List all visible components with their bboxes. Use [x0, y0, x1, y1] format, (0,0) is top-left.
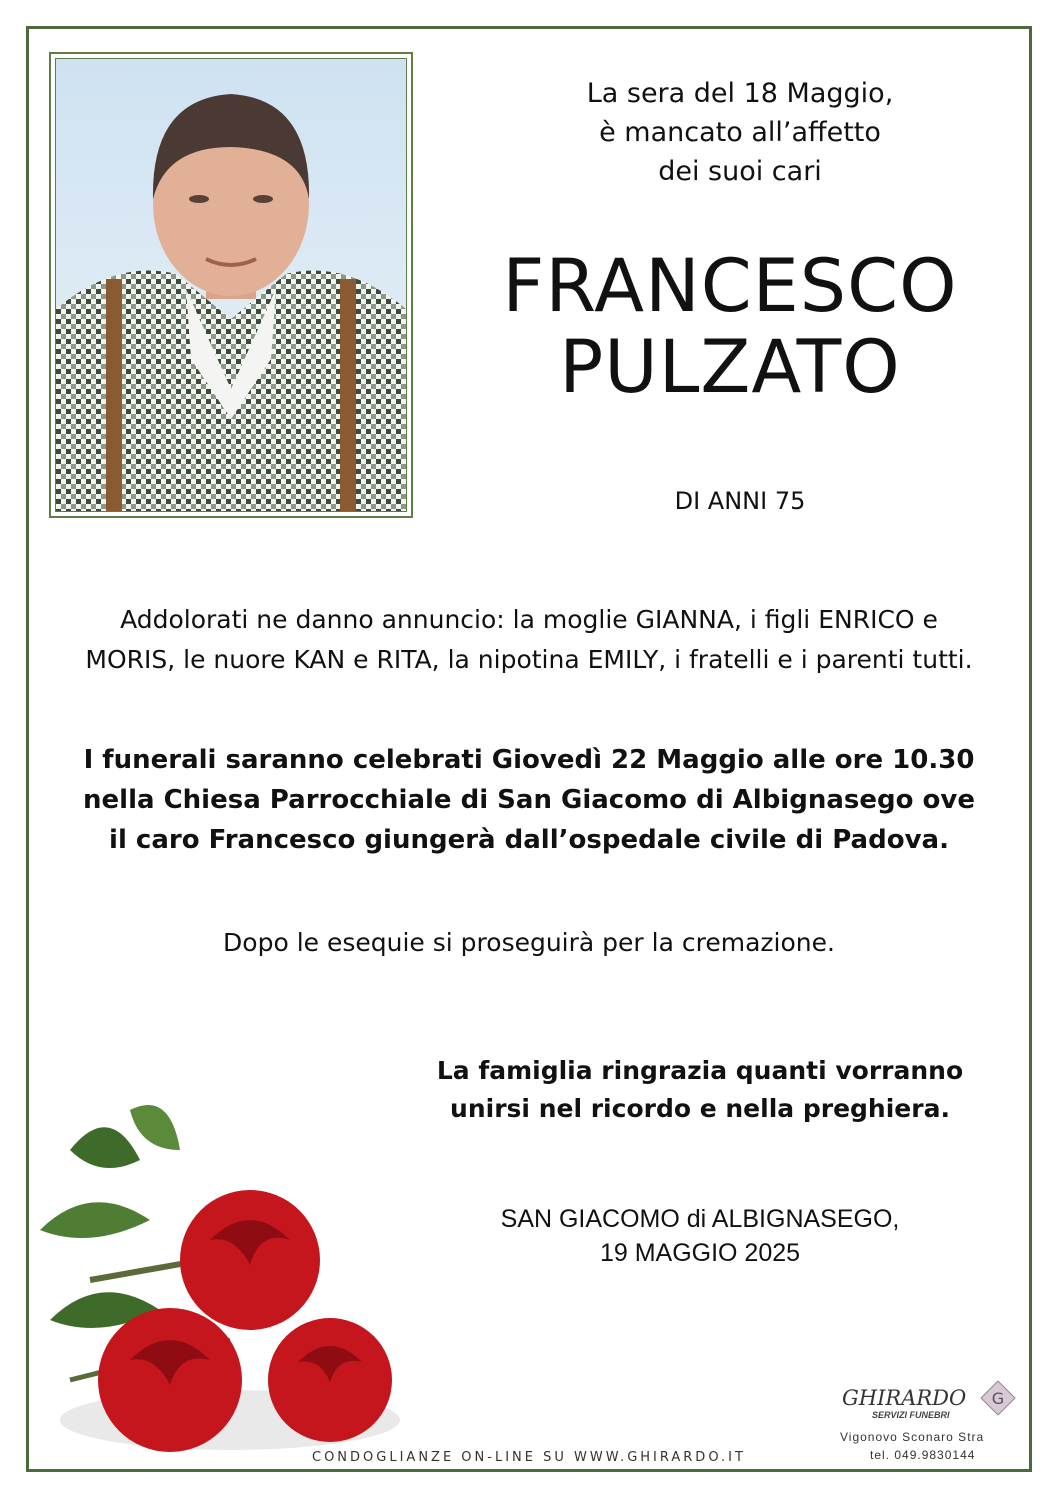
age-text: DI ANNI 75 [674, 487, 806, 515]
funeral-line-3: il caro Francesco giungerà dall’ospedale civile di Padova. [109, 825, 949, 855]
date-text: 19 MAGGIO 2025 [599, 1239, 801, 1267]
announcement-line-2: MORIS, le nuore KAN e RITA, la nipotina EMILY, i fratelli e i parenti tutti. [85, 645, 973, 674]
announcement-text [40, 600, 1018, 680]
intro-line-3: dei suoi cari [658, 156, 822, 187]
agency-subtitle: SERVIZI FUNEBRI [872, 1410, 950, 1420]
red-roses-image [30, 1090, 410, 1468]
agency-phone: tel. 049.9830144 [870, 1448, 976, 1462]
portrait-photo-frame [49, 52, 413, 518]
cremation-text: Dopo le esequie si proseguirà per la cremazione. [223, 928, 835, 957]
agency-logo [832, 1374, 1032, 1474]
thanks-line-2: unirsi nel ricordo e nella preghiera. [450, 1094, 950, 1123]
funeral-line-2: nella Chiesa Parrocchiale di San Giacomo di Albignasego ove [83, 785, 975, 815]
agency-name: GHIRARDO [842, 1386, 967, 1410]
first-name: FRANCESCO [502, 244, 958, 329]
portrait-photo [55, 58, 407, 512]
place-date [400, 1202, 1000, 1270]
agency-address: Vigonovo Sconaro Stra [840, 1430, 985, 1444]
funeral-text [40, 740, 1018, 860]
last-name: PULZATO [559, 325, 901, 410]
announcement-line-1: Addolorati ne danno annuncio: la moglie GIANNA, i figli ENRICO e [120, 605, 938, 634]
intro-line-1: La sera del 18 Maggio, [586, 78, 894, 109]
logo-mark-letter: G [991, 1389, 1005, 1408]
condolences-footer: CONDOGLIANZE ON-LINE SU WWW.GHIRARDO.IT [312, 1450, 746, 1465]
intro-line-2: è mancato all’affetto [599, 117, 881, 148]
funeral-line-1: I funerali saranno celebrati Giovedì 22 Maggio alle ore 10.30 [83, 745, 975, 775]
thanks-text [400, 1052, 1000, 1128]
ghirardo-logo-icon [978, 1378, 1018, 1418]
place-text: SAN GIACOMO di ALBIGNASEGO, [500, 1205, 900, 1233]
intro-text [440, 74, 1040, 191]
portrait-photo-image [56, 59, 406, 511]
thanks-line-1: La famiglia ringrazia quanti vorranno [436, 1056, 964, 1085]
